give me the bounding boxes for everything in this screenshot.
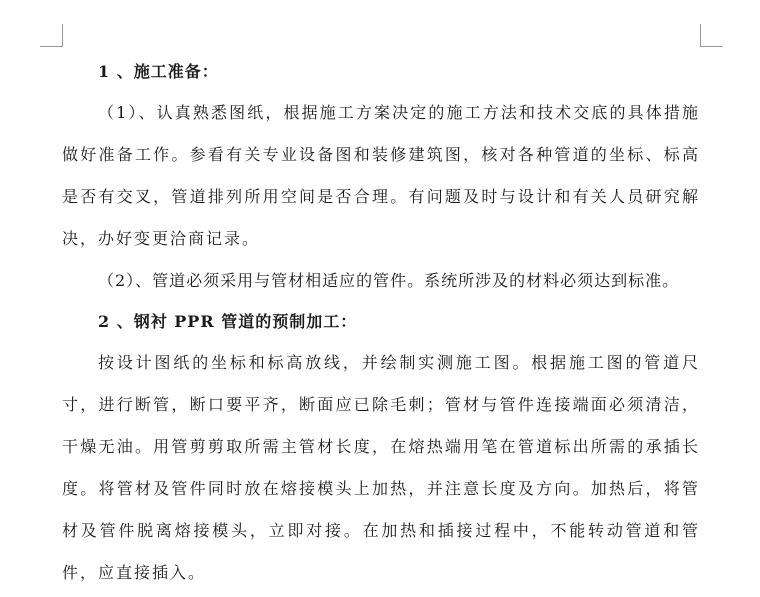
crop-mark-top-left — [40, 24, 63, 47]
crop-mark-top-right — [700, 24, 723, 47]
paragraph-fittings-standard: （2）、管道必须采用与管材相适应的管件。系统所涉及的材料必须达到标准。 — [98, 271, 680, 290]
document-body — [62, 52, 700, 594]
paragraph-prefabrication-process: 按设计图纸的坐标和标高放线，并绘制实测施工图。根据施工图的管道尺寸，进行断管，断口要平齐，断面应已除毛刺；管材与管件连接端面必须清洁，干燥无油。用管剪剪取所需主管材长度，在熔热端用笔在管道标出所需的承插长度。将管材及管件同时放在熔接模头上加热，并注意长度及方向。加热后，将管材及管件脱离熔接模头，立即对接。在加热和插接过程中，不能转动管道和管件，应直接插入。 — [62, 353, 700, 582]
section-heading-ppr-prefabrication: 2 、钢衬 PPR 管道的预制加工： — [98, 312, 358, 331]
paragraph-drawing-review: （1）、认真熟悉图纸，根据施工方案决定的施工方法和技术交底的具体措施做好准备工作。参看有关专业设备图和装修建筑图，核对各种管道的坐标、标高是否有交叉，管道排列所用空间是否合理。有问题及时与设计和有关人员研究解决，办好变更洽商记录。 — [62, 103, 700, 248]
section-heading-construction-preparation: 1 、施工准备： — [98, 62, 219, 81]
